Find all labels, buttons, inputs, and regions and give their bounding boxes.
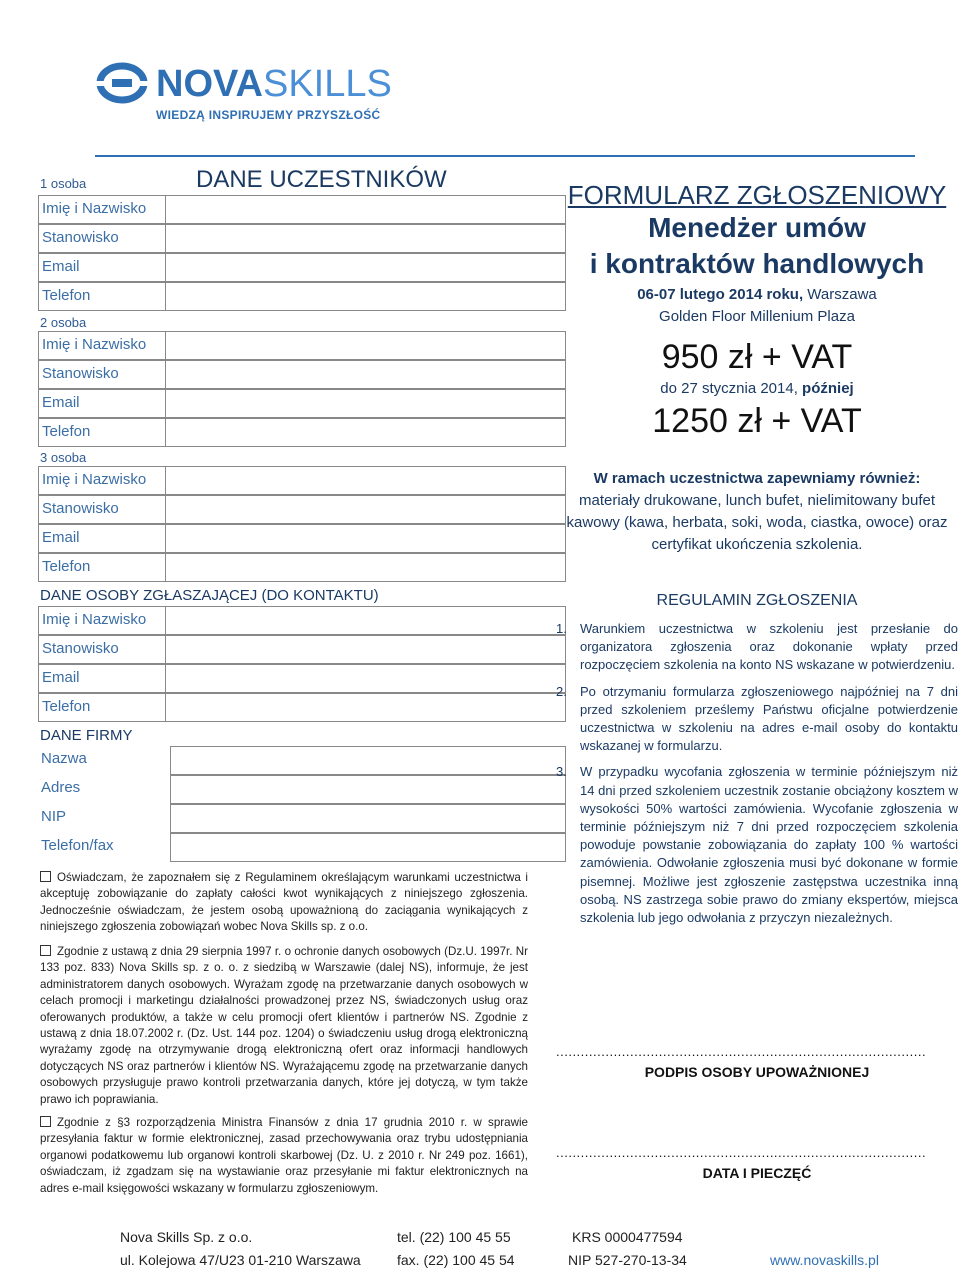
logo-tagline: WIEDZĄ INSPIRUJEMY PRZYSZŁOŚĆ bbox=[156, 108, 381, 122]
footer-fax: fax. (22) 100 45 54 bbox=[397, 1252, 515, 1268]
course-title-line-1: Menedżer umów bbox=[648, 212, 866, 243]
city-text: Warszawa bbox=[807, 286, 877, 303]
e-invoice-statement-text: Zgodnie z §3 rozporządzenia Ministra Finansów z dnia 17 grudnia 2010 r. w sprawie przesyłania faktur w formie elektronicznej, zasad przechowywania oraz trybu udostępniania organowi podatkowemu lub organowi kontroli skarbowej (Dz. U. z 2010 r. Nr 249 poz. 1661), oświadczam, iż zgadzam się na wystawianie oraz przesyłanie mi faktur elektronicznych na adres e-mail księgowości wskazany w formularzu zgłoszeniowym. bbox=[40, 1116, 528, 1195]
field-label: Email bbox=[38, 524, 166, 553]
header-divider bbox=[95, 155, 915, 157]
signature-label: PODPIS OSOBY UPOWAŻNIONEJ bbox=[644, 1064, 870, 1080]
date-text: 06-07 lutego 2014 roku, bbox=[637, 286, 804, 303]
field-label: Imię i Nazwisko bbox=[38, 331, 166, 360]
venue: Golden Floor Millenium Plaza bbox=[659, 308, 855, 325]
participant-1-email-input[interactable] bbox=[166, 253, 566, 282]
footer-krs: KRS 0000477594 bbox=[572, 1229, 683, 1245]
footer-phone: tel. (22) 100 45 55 bbox=[397, 1229, 511, 1245]
field-label: Telefon bbox=[38, 553, 166, 582]
field-label: Stanowisko bbox=[38, 495, 166, 524]
footer-company: Nova Skills Sp. z o.o. bbox=[120, 1229, 253, 1245]
course-title-line-2: i kontraktów handlowych bbox=[589, 248, 925, 279]
contact-section-title: DANE OSOBY ZGŁASZAJĄCEJ (DO KONTAKTU) bbox=[40, 587, 379, 604]
rule-text: Po otrzymaniu formularza zgłoszeniowego najpóźniej na 7 dni przed szkoleniem prześlemy Państwu oficjalne potwierdzenie uczestnictwa w szkoleniu na adres e-mail osoby do kontaktu wskazanej w formularzu. bbox=[580, 683, 958, 754]
contact-position-input[interactable] bbox=[166, 635, 566, 664]
rule-item bbox=[556, 620, 958, 675]
participant-3-label: 3 osoba bbox=[40, 450, 87, 465]
field-label: Email bbox=[38, 253, 166, 282]
field-label: Telefon bbox=[38, 418, 166, 447]
novaskills-logo bbox=[96, 62, 406, 126]
includes-text: materiały drukowane, lunch bufet, nielimitowany bufet kawowy (kawa, herbata, soki, woda, ciastka, owoce) oraz certyfikat ukończenia szkolenia. bbox=[566, 492, 948, 553]
data-protection-checkbox[interactable] bbox=[40, 945, 51, 956]
participant-1-phone-input[interactable] bbox=[166, 282, 566, 311]
data-protection-statement-text: Zgodnie z ustawą z dnia 29 sierpnia 1997 r. o ochronie danych osobowych (Dz.U. 1997r. Nr 133 poz. 833) Nova Skills sp. z o. o. z siedzibą w Warszawie (dalej NS), informuje, że jest administratorem danych osobowych. Wyrażam zgodę na przetwarzanie danych osobowych w celach promocji i marketingu działalności prowadzonej przez NS, świadczonych usług oraz oferowanych produktów, a także w celu promocji ofert klientów i partnerów NS. Zgodnie z ustawą z dnia 18.07.2002 r. (Dz. Ust. 144 poz. 1204) o świadczeniu usług drogą elektroniczną wyrażamy zgodę na otrzymywanie drogą elektroniczną ofert oraz informacji handlowych dotyczących NS oraz partnerów i klientów NS. Wyrażającemu zgodę na przetwarzanie danych osobowych przysługuje prawo kontroli przetwarzania danych, które jej dotyczą, w tym także prawo ich poprawiania. bbox=[40, 945, 528, 1106]
regulations-checkbox[interactable] bbox=[40, 871, 51, 882]
company-address-input[interactable] bbox=[170, 775, 566, 804]
form-title: FORMULARZ ZGŁOSZENIOWY bbox=[567, 180, 947, 210]
contact-email-input[interactable] bbox=[166, 664, 566, 693]
deadline-text: do 27 stycznia 2014, bbox=[660, 380, 798, 397]
early-price: 950 zł + VAT bbox=[661, 338, 853, 376]
logo-eye-icon bbox=[96, 62, 152, 106]
participant-3-position-input[interactable] bbox=[166, 495, 566, 524]
participant-1-position-input[interactable] bbox=[166, 224, 566, 253]
footer-address: ul. Kolejowa 47/U23 01-210 Warszawa bbox=[120, 1252, 361, 1268]
e-invoice-statement bbox=[40, 1115, 528, 1197]
field-label: Adres bbox=[38, 775, 166, 804]
footer-nip: NIP 527-270-13-34 bbox=[568, 1252, 687, 1268]
contact-phone-input[interactable] bbox=[166, 693, 566, 722]
footer-website-link[interactable]: www.novaskills.pl bbox=[770, 1252, 879, 1268]
rule-number: 3. bbox=[556, 764, 567, 780]
company-name-input[interactable] bbox=[170, 746, 566, 775]
course-date bbox=[556, 286, 958, 303]
e-invoice-checkbox[interactable] bbox=[40, 1116, 51, 1127]
rules-title: REGULAMIN ZGŁOSZENIA bbox=[656, 592, 858, 609]
logo-light-text: SKILLS bbox=[262, 63, 392, 105]
signature-line[interactable]: .......................................................................................... bbox=[556, 1044, 927, 1059]
field-label: Telefon bbox=[38, 282, 166, 311]
contact-name-input[interactable] bbox=[166, 606, 566, 635]
field-label: Email bbox=[38, 389, 166, 418]
participant-3-phone-input[interactable] bbox=[166, 553, 566, 582]
rule-text: W przypadku wycofania zgłoszenia w terminie późniejszym niż 14 dni przed szkoleniem uczestnik zostanie obciążony kosztem w wysokości 50% wartości zamówienia. Wycofanie zgłoszenia w terminie późniejszym niż 7 dni przed rozpoczęciem szkolenia powoduje powstanie zobowiązania do zapłaty 100 % wartości zamówienia. Odwołanie zgłoszenia musi być dokonane w formie pisemnej. Możliwe jest zgłoszenie zastępstwa uczestnika inną osobą. NS zastrzega sobie prawo do zmiany ekspertów, miejsca szkolenia lub jego odwołania z przyczyn niezależnych. bbox=[580, 764, 958, 926]
rule-item bbox=[556, 763, 958, 927]
data-protection-statement bbox=[40, 944, 528, 1108]
participant-1-name-input[interactable] bbox=[166, 195, 566, 224]
field-label: Imię i Nazwisko bbox=[38, 195, 166, 224]
regular-price: 1250 zł + VAT bbox=[652, 402, 862, 440]
regulations-statement-text: Oświadczam, że zapoznałem się z Regulaminem określającym warunkami uczestnictwa i akceptuję zobowiązanie do zapłaty całości kwot wynikających z niniejszego zgłoszenia. Jednocześnie oświadczam, że jestem osobą upoważnioną do zaciągania wynikających z niniejszego zgłoszenia zobowiązań wobec Nova Skills sp. z o.o. bbox=[40, 871, 528, 934]
rule-text: Warunkiem uczestnictwa w szkoleniu jest przesłanie do organizatora zgłoszenia oraz dokonanie wpłaty przed rozpoczęciem szkolenia na konto NS wskazane w potwierdzeniu. bbox=[580, 621, 958, 673]
date-stamp-line[interactable]: .......................................................................................... bbox=[556, 1145, 927, 1160]
participant-3-name-input[interactable] bbox=[166, 466, 566, 495]
field-label: Nazwa bbox=[38, 746, 166, 775]
participant-2-label: 2 osoba bbox=[40, 315, 87, 330]
company-phone-input[interactable] bbox=[170, 833, 566, 862]
field-label: Imię i Nazwisko bbox=[38, 606, 166, 635]
company-section-title: DANE FIRMY bbox=[40, 727, 133, 744]
early-price-deadline bbox=[556, 380, 958, 397]
field-label: Imię i Nazwisko bbox=[38, 466, 166, 495]
regulations-statement bbox=[40, 870, 528, 936]
field-label: Telefon bbox=[38, 693, 166, 722]
participant-2-position-input[interactable] bbox=[166, 360, 566, 389]
logo-wordmark bbox=[156, 64, 392, 104]
rules-list bbox=[556, 620, 958, 935]
company-nip-input[interactable] bbox=[170, 804, 566, 833]
includes-title: W ramach uczestnictwa zapewniamy również: bbox=[593, 470, 921, 487]
participant-2-name-input[interactable] bbox=[166, 331, 566, 360]
field-label: Stanowisko bbox=[38, 635, 166, 664]
field-label: Stanowisko bbox=[38, 360, 166, 389]
later-text: później bbox=[802, 380, 854, 397]
logo-bold-text: NOVA bbox=[156, 63, 263, 105]
rule-number: 2. bbox=[556, 683, 567, 699]
field-label: Stanowisko bbox=[38, 224, 166, 253]
participants-title: DANE UCZESTNIKÓW bbox=[196, 166, 447, 193]
participant-2-phone-input[interactable] bbox=[166, 418, 566, 447]
field-label: NIP bbox=[38, 804, 166, 833]
field-label: Telefon/fax bbox=[38, 833, 166, 862]
rule-number: 1. bbox=[556, 621, 567, 636]
field-label: Email bbox=[38, 664, 166, 693]
date-stamp-label: DATA I PIECZĘĆ bbox=[702, 1165, 812, 1181]
rule-item bbox=[556, 683, 958, 756]
participant-1-label: 1 osoba bbox=[40, 176, 87, 191]
participant-2-email-input[interactable] bbox=[166, 389, 566, 418]
participant-3-email-input[interactable] bbox=[166, 524, 566, 553]
